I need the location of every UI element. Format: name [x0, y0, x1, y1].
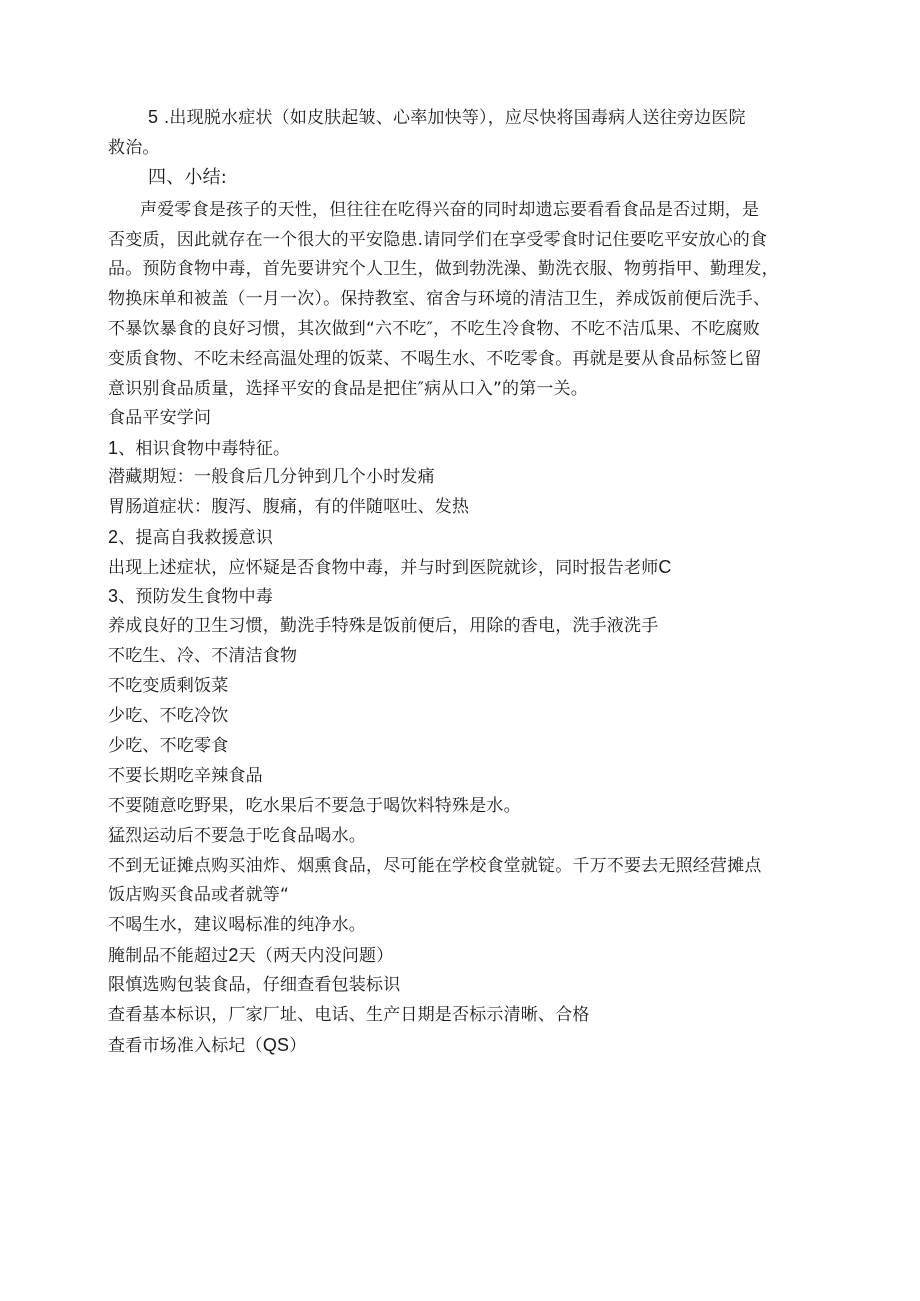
incubation-line: 潜藏期短：一般食后几分钟到几个小时发痛: [108, 467, 435, 487]
knowledge-item-3: [108, 585, 273, 608]
market-post: ）: [289, 1036, 307, 1056]
pickled-pre: 腌制品不能超过: [108, 946, 229, 966]
gi-symptoms-line: 胃肠道症状：腹泻、腹痛，有的伴随呕吐、发热: [108, 497, 470, 517]
prevention-line-3: 不吃变质剩饭菜: [108, 676, 229, 696]
prevention-line-7: 不要随意吃野果，吃水果后不要急于喝饮料特殊是水。: [108, 796, 521, 816]
item2-body: [108, 556, 672, 579]
prevention-line-9: 不到无证摊点购买油炸、烟熏食品，尽可能在学校食堂就锭。千万不要去无照经营摊点: [108, 856, 762, 876]
knowledge-item-2: [108, 526, 273, 549]
item5-line1: [148, 106, 746, 129]
item1-text: 、相识食物中毒特征。: [118, 439, 291, 459]
packaged-line: 限慎选购包装食品，仔细查看包装标识: [108, 975, 401, 995]
item5-line1-text: .出现脱水症状（如皮肤起皱、心率加快等），应尽快将国毒病人送往旁边医院: [158, 108, 746, 128]
prevention-line-1: 养成良好的卫生习惯，勤洗手特殊是饭前便后，用除的香电，洗手液洗手: [108, 616, 659, 636]
prevention-line-5: 少吃、不吃零食: [108, 736, 229, 756]
basic-labels-line: 查看基本标识，厂家厂址、电话、生产日期是否标示清晰、合格: [108, 1005, 590, 1025]
prevention-line-4: 少吃、不吃冷饮: [108, 706, 229, 726]
prevention-line-8: 猛烈运动后不要急于吃食品喝水。: [108, 826, 366, 846]
pickled-line: [108, 944, 393, 967]
item2-body-end: C: [658, 557, 672, 577]
market-line: [108, 1034, 306, 1057]
item2-number: 2: [108, 527, 119, 547]
summary-line-6: 变质食物、不吃未经高温处理的饭菜、不喝生水、不吃零食。再就是要从食品标签匕留: [108, 349, 762, 369]
summary-line-2: 否变质，因此就存在一个很大的平安隐患.请同学们在享受零食时记住要吃平安放心的食: [108, 230, 768, 250]
pickled-num: 2: [228, 945, 239, 965]
prevention-line-6: 不要长期吃辛辣食品: [108, 766, 263, 786]
summary-line-1: 声爱零食是孩子的天性，但往往在吃得兴奋的同时却遗忘要看看食品是否过期，是: [140, 200, 760, 220]
summary-line-3: 品。预防食物中毒，首先要讲究个人卫生，做到勃洗澡、勤洗衣服、物剪指甲、勤理发，: [108, 259, 779, 279]
market-pre: 查看市场准入标圮（: [108, 1036, 263, 1056]
prevention-line-10: 饭店购买食品或者就等“: [108, 885, 290, 905]
prevention-line-11: 不喝生水，建议喝标准的纯净水。: [108, 915, 366, 935]
item2-text: 、提高自我救援意识: [118, 528, 274, 548]
prevention-line-2: 不吃生、冷、不清洁食物: [108, 646, 298, 666]
market-code: QS: [262, 1035, 290, 1055]
item3-number: 3: [108, 586, 119, 606]
summary-heading: 四、小结:: [148, 167, 228, 188]
item5-number: 5: [148, 107, 159, 127]
knowledge-item-1: [108, 437, 290, 460]
summary-line-4: 物换床单和被盖（一月一次）。保持教室、宿舍与环境的清洁卫生，养成饭前便后洗手、: [108, 289, 771, 309]
item3-text: 、预防发生食物中毒: [118, 587, 274, 607]
item2-body-text: 出现上述症状，应怀疑是否食物中毒，并与时到医院就诊，同时报告老师: [108, 558, 659, 578]
summary-line-5: 不暴饮暴食的良好习惯，其次做到“六不吃″，不吃生冷食物、不吃不洁瓜果、不吃腐败: [108, 319, 760, 339]
item5-line2: 救治。: [108, 138, 160, 158]
pickled-post: 天（两天内没问题）: [238, 946, 394, 966]
knowledge-title: 食品平安学问: [108, 408, 212, 428]
item1-number: 1: [108, 438, 119, 458]
summary-line-7: 意识别食品质量，选择平安的食品是把住″病从口入”的第一关。: [108, 379, 588, 399]
